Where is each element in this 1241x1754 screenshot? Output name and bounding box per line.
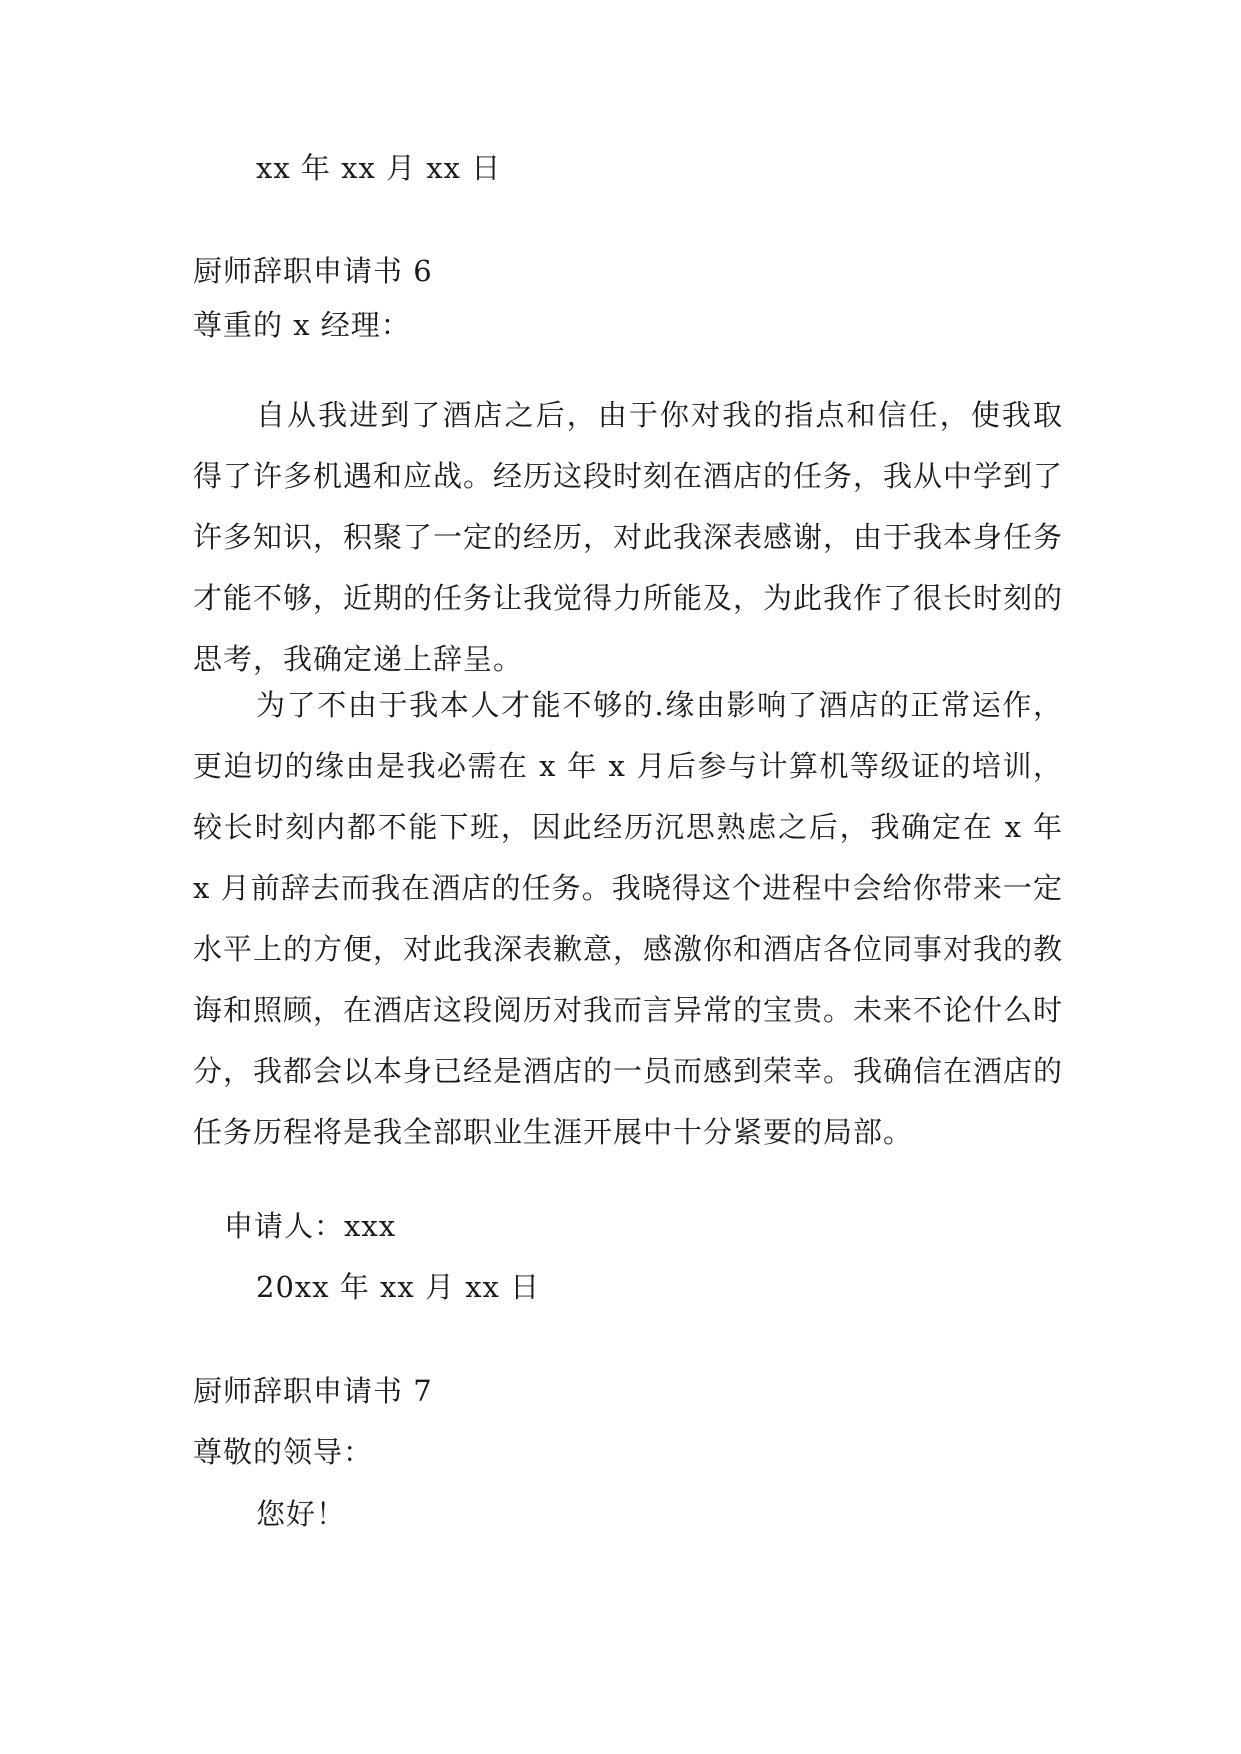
letter-6-date: 20xx 年 xx 月 xx 日 xyxy=(256,1270,541,1304)
letter-7-salutation: 尊敬的领导： xyxy=(193,1435,374,1469)
letter-6-salutation: 尊重的 x 经理： xyxy=(193,308,411,342)
letter-6-title: 厨师辞职申请书 6 xyxy=(193,254,433,288)
letter-7-greeting: 您好！ xyxy=(256,1497,347,1531)
letter-7-title: 厨师辞职申请书 7 xyxy=(193,1374,433,1408)
previous-letter-date: xx 年 xx 月 xx 日 xyxy=(256,151,502,185)
letter-6-paragraph-2: 为了不由于我本人才能不够的.缘由影响了酒店的正常运作，更迫切的缘由是我必需在 x 年 x 月后参与计算机等级证的培训，较长时刻内都不能下班，因此经历沉思熟虑之后，我确定在 x 年 x 月前辞去而我在酒店的任务。我晓得这个进程中会给你带来一定水平上的方便，对此我深表歉意，感激你和酒店各位同事对我的教诲和照顾，在酒店这段阅历对我而言异常的宝贵。未来不论什么时分，我都会以本身已经是酒店的一员而感到荣幸。我确信在酒店的任务历程将是我全部职业生涯开展中十分紧要的局部。 xyxy=(193,688,1064,1149)
letter-6-paragraph-1: 自从我进到了酒店之后，由于你对我的指点和信任，使我取得了许多机遇和应战。经历这段时刻在酒店的任务，我从中学到了许多知识，积聚了一定的经历，对此我深表感谢，由于我本身任务才能不够，近期的任务让我觉得力所能及，为此我作了很长时刻的思考，我确定递上辞呈。 xyxy=(193,398,1064,676)
letter-6-applicant: 申请人：xxx xyxy=(224,1209,397,1243)
